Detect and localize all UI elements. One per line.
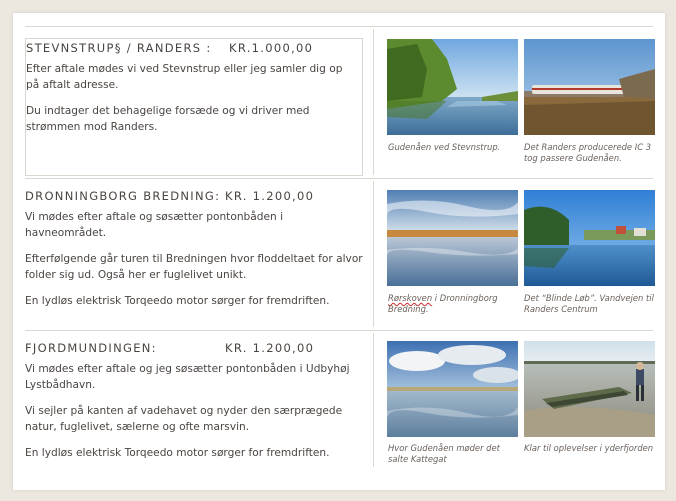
column-divider-3 — [373, 333, 374, 467]
page-card — [13, 13, 665, 490]
paragraph: En lydløs elektrisk Torqeedo motor sørger for fremdriften. — [25, 447, 330, 459]
paragraph: Vi mødes efter aftale og jeg søsætter pontonbåden i Udbyhøj Lystbådhavn. — [25, 363, 350, 391]
paragraph: Vi sejler på kanten af vadehavet og nyder den særprægede natur, fuglelivet, sælerne og ofte marsvin. — [25, 405, 343, 433]
section-title — [25, 341, 315, 355]
photo-caption: Hvor Gudenåen møder det salte Kattegat — [388, 443, 500, 464]
section-title-text: STEVNSTRUP§ / RANDERS : — [26, 41, 212, 55]
section-stevnstrup — [25, 38, 363, 176]
train-bridge-photo[interactable] — [524, 39, 655, 135]
section-title — [26, 41, 314, 55]
section-dronningborg — [25, 189, 371, 329]
paragraph: Vi mødes efter aftale og søsætter pontonbåden i havneområdet. — [25, 211, 284, 239]
river-reeds-photo[interactable] — [387, 39, 518, 135]
divider-top — [25, 26, 653, 27]
column-divider-2 — [373, 181, 374, 327]
pontoon-boat-photo[interactable] — [524, 341, 655, 437]
divider-1 — [25, 178, 653, 179]
section-title-text: DRONNINGBORG BREDNING: — [25, 189, 221, 203]
section-fjordmundingen — [25, 341, 371, 471]
section-title-text: FJORDMUNDINGEN: — [25, 341, 157, 355]
column-divider-1 — [373, 29, 374, 175]
paragraph: Du indtager det behagelige forsæde og vi driver med strømmen mod Randers. — [26, 105, 310, 133]
fjord-sky-photo[interactable] — [387, 341, 518, 437]
paragraph: Efter aftale mødes vi ved Stevnstrup eller jeg samler dig op på aftalt adresse. — [26, 63, 343, 91]
section-price: KR. 1.200,00 — [225, 189, 315, 203]
photo-caption: Det “Blinde Løb”. Vandvejen til Randers Centrum — [524, 293, 654, 314]
caption-word: Rørskoven — [388, 293, 433, 303]
photo-caption — [388, 293, 522, 315]
photo-caption: Det Randers producerede IC 3 tog passere Gudenåen. — [524, 142, 652, 163]
section-title — [25, 189, 315, 203]
photo-caption: Gudenåen ved Stevnstrup. — [388, 142, 501, 152]
blind-loeb-photo[interactable] — [524, 190, 655, 286]
photo-caption: Klar til oplevelser i yderfjorden — [524, 443, 654, 453]
reed-forest-photo[interactable] — [387, 190, 518, 286]
paragraph: En lydløs elektrisk Torqeedo motor sørger for fremdriften. — [25, 295, 330, 307]
section-price: KR. 1.200,00 — [225, 341, 315, 355]
paragraph: Efterfølgende går turen til Bredningen hvor floddeltaet for alvor folder sig ud. Også her er fuglelivet unikt. — [25, 253, 363, 281]
divider-2 — [25, 330, 653, 331]
section-price: KR.1.000,00 — [229, 41, 314, 55]
caption-rest: i Dronningborg Bredning. — [388, 293, 498, 314]
